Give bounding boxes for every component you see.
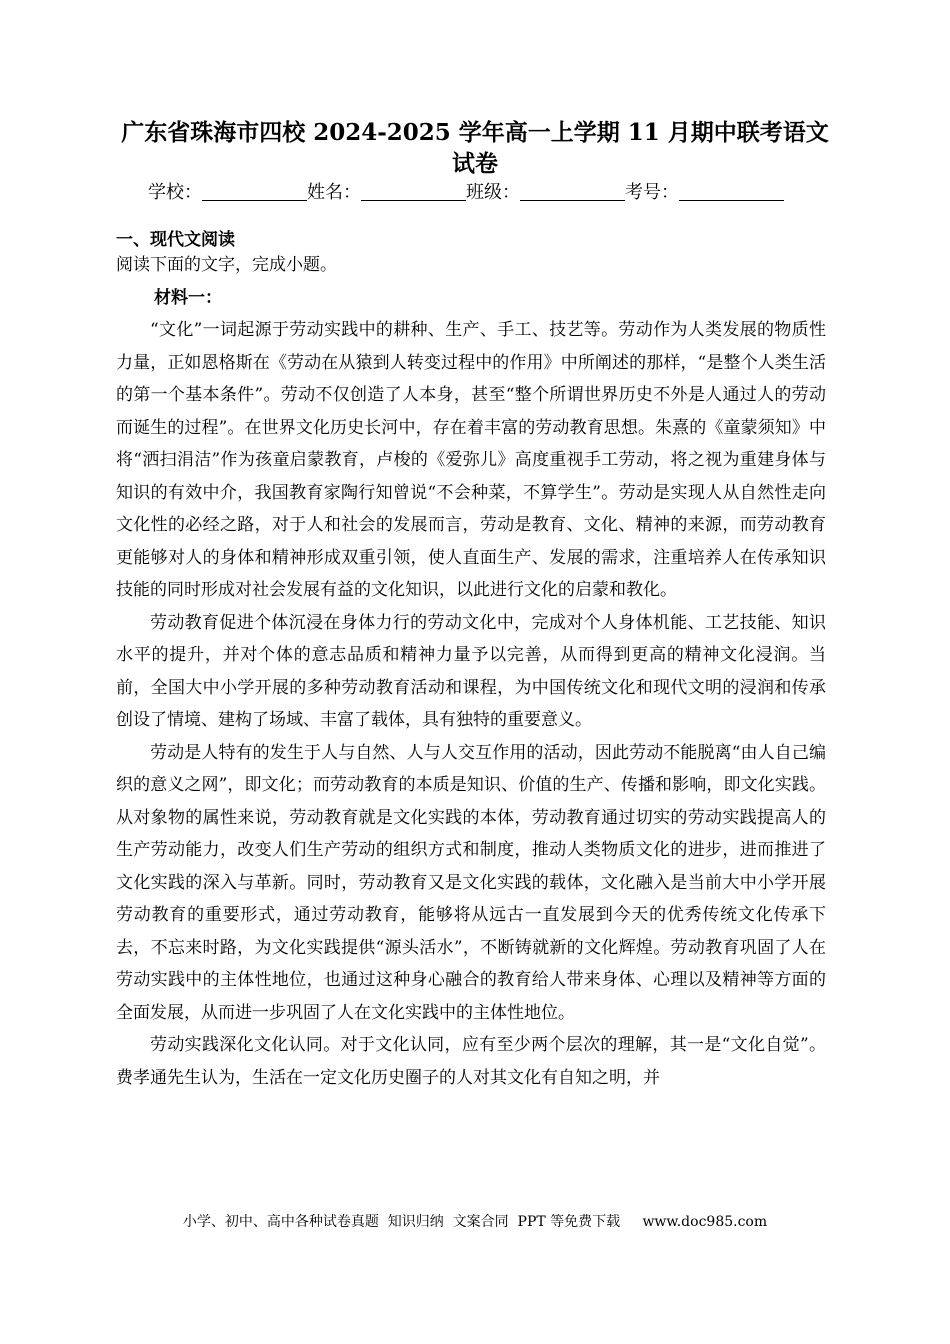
reading-instruction: 阅读下面的文字，完成小题。 — [116, 255, 337, 275]
school-label: 学校： — [148, 182, 202, 203]
class-label: 班级： — [466, 182, 520, 203]
student-info-row — [148, 180, 808, 206]
document-title: 广东省珠海市四校 2024-2025 学年高一上学期 11 月期中联考语文试卷 — [121, 119, 829, 177]
exam-number-blank — [679, 180, 784, 201]
material-label: 材料一： — [154, 288, 222, 308]
class-blank — [520, 180, 625, 201]
passage-paragraph: “文化”一词起源于劳动实践中的耕种、生产、手工、技艺等。劳动作为人类发展的物质性力量，正如恩格斯在《劳动在从猿到人转变过程中的作用》中所阐述的那样，“是整个人类生活的第一个基本条件”。劳动不仅创造了人本身，甚至“整个所谓世界历史不外是人通过人的劳动而诞生的过程”。在世界文化历史长河中，存在着丰富的劳动教育思想。朱熹的《童蒙须知》中将“洒扫涓洁”作为孩童启蒙教育，卢梭的《爱弥儿》高度重视手工劳动，将之视为重建身体与知识的有效中介，我国教育家陶行知曾说“不会种菜，不算学生”。劳动是实现人从自然性走向文化性的必经之路，对于人和社会的发展而言，劳动是教育、文化、精神的来源，而劳动教育更能够对人的身体和精神形成双重引领，使人直面生产、发展的需求，注重培养人在传承知识技能的同时形成对社会发展有益的文化知识，以此进行文化的启蒙和教化。 — [116, 320, 826, 600]
school-blank — [202, 180, 307, 201]
passage-paragraph: 劳动实践深化文化认同。对于文化认同，应有至少两个层次的理解，其一是“文化自觉”。费孝通先生认为，生活在一定文化历史圈子的人对其文化有自知之明，并 — [116, 1035, 826, 1088]
section-heading: 一、现代文阅读 — [116, 230, 235, 250]
page-footer: 小学、初中、高中各种试卷真题 知识归纳 文案合同 PPT 等免费下载 www.doc985.com — [182, 1214, 768, 1230]
name-blank — [361, 180, 466, 201]
name-label: 姓名： — [307, 182, 361, 203]
passage-body — [116, 314, 826, 1094]
passage-paragraph: 劳动是人特有的发生于人与自然、人与人交互作用的活动，因此劳动不能脱离“由人自己编织的意义之网”，即文化；而劳动教育的本质是知识、价值的生产、传播和影响，即文化实践。从对象物的属性来说，劳动教育就是文化实践的本体，劳动教育通过切实的劳动实践提高人的生产劳动能力，改变人们生产劳动的组织方式和制度，推动人类物质文化的进步，进而推进了文化实践的深入与革新。同时，劳动教育又是文化实践的载体，文化融入是当前大中小学开展劳动教育的重要形式，通过劳动教育，能够将从远古一直发展到今天的优秀传统文化传承下去，不忘来时路，为文化实践提供“源头活水”，不断铸就新的文化辉煌。劳动教育巩固了人在劳动实践中的主体性地位，也通过这种身心融合的教育给人带来身体、心理以及精神等方面的全面发展，从而进一步巩固了人在文化实践中的主体性地位。 — [116, 742, 826, 1023]
exam-number-label: 考号： — [625, 182, 679, 203]
passage-paragraph: 劳动教育促进个体沉浸在身体力行的劳动文化中，完成对个人身体机能、工艺技能、知识水平的提升，并对个体的意志品质和精神力量予以完善，从而得到更高的精神文化浸润。当前，全国大中小学开展的多种劳动教育活动和课程，为中国传统文化和现代文明的浸润和传承创设了情境、建构了场域、丰富了载体，具有独特的重要意义。 — [116, 612, 826, 730]
